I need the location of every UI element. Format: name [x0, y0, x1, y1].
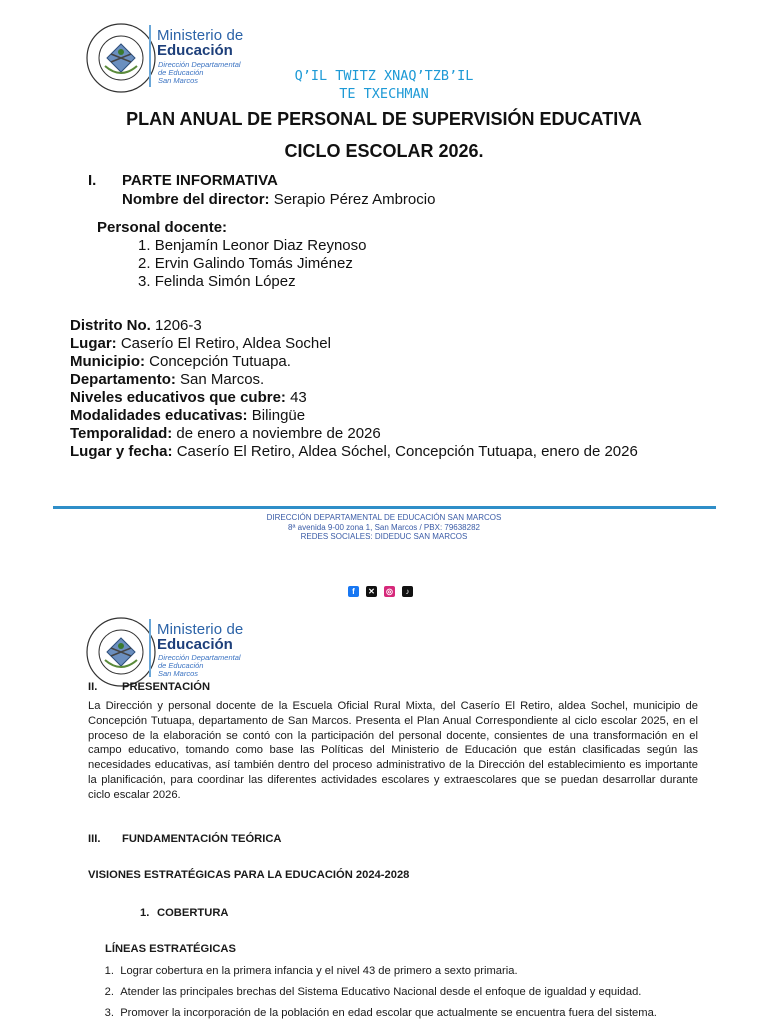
- visions-heading: VISIONES ESTRATÉGICAS PARA LA EDUCACIÓN 2024-2028: [88, 869, 410, 881]
- section1-numeral: I.: [88, 172, 97, 189]
- ministry-logo-page2: [82, 616, 262, 682]
- staff-label: Personal docente:: [97, 219, 228, 236]
- ministry-logo: [82, 22, 262, 92]
- info-timeframe: Temporalidad: de enero a noviembre de 2026: [70, 425, 381, 442]
- ministry-sub2: de Educación: [158, 661, 204, 670]
- presentation-paragraph: La Dirección y personal docente de la Escuela Oficial Rural Mixta, del Caserío El Retiro, aldea Sochel, municipio de Concepción Tutuapa, departamento de San Marcos. Presenta el Plan Anual Correspondiente al ciclo escolar 2025, en el proceso de la elaboración se contó con la participación del personal docente, consientes de una transformación en el campo educativo, tomando como base las Políticas del Ministerio de Educación que están clasificadas según las necesidades educativas, así también dentro del proceso administrativo de la Dirección del establecimiento es importante la planificación, para coordinar las diferentes actividades escolares y extraescolares que se puedan desarrollar durante ciclo escalar 2026.: [88, 700, 698, 801]
- footer-line2: 8ª avenida 9-00 zona 1, San Marcos / PBX: 79638282: [288, 523, 480, 532]
- info-municipality: Municipio: Concepción Tutuapa.: [70, 353, 291, 370]
- list-item: 1. Lograr cobertura en la primera infancia y el nivel 43 de primero a sexto primaria.: [104, 965, 518, 977]
- tiktok-icon[interactable]: ♪: [402, 586, 413, 597]
- social-icons: [348, 586, 420, 597]
- info-place-date: Lugar y fecha: Caserío El Retiro, Aldea Sóchel, Concepción Tutuapa, enero de 2026: [70, 443, 638, 460]
- staff-item: 3. Felinda Simón López: [138, 273, 296, 290]
- ministry-line1: Ministerio de: [157, 27, 244, 44]
- strategic-lines-heading: LÍNEAS ESTRATÉGICAS: [105, 943, 236, 955]
- document-title-line1: PLAN ANUAL DE PERSONAL DE SUPERVISIÓN EDUCATIVA: [126, 109, 642, 129]
- ministry-sub2: de Educación: [158, 68, 204, 77]
- logo-divider: [149, 25, 151, 87]
- info-district: Distrito No. 1206-3: [70, 317, 202, 334]
- coverage-number: 1.: [140, 907, 150, 919]
- section2-numeral: II.: [88, 681, 98, 693]
- section2-heading: PRESENTACIÓN: [122, 681, 211, 693]
- facebook-icon[interactable]: f: [348, 586, 359, 597]
- director-value: Serapio Pérez Ambrocio: [269, 191, 436, 208]
- director-line: [122, 191, 435, 209]
- info-modalities: Modalidades educativas: Bilingüe: [70, 407, 306, 424]
- footer-rule-right: [274, 506, 716, 509]
- guatemala-seal-icon: [85, 616, 157, 688]
- strategic-lines-list: [100, 964, 657, 1027]
- ministry-line2: Educación: [157, 42, 233, 59]
- document-title-line2: CICLO ESCOLAR 2026.: [284, 141, 484, 161]
- kiche-heading: [254, 67, 514, 103]
- coverage-heading: COBERTURA: [157, 907, 229, 919]
- kiche-line2: TE TXECHMAN: [339, 86, 429, 102]
- kiche-line1: Q’IL TWITZ XNAQ’TZB’IL: [294, 68, 474, 84]
- section1-heading: PARTE INFORMATIVA: [122, 172, 278, 189]
- section3-heading: FUNDAMENTACIÓN TEÓRICA: [122, 833, 282, 845]
- instagram-icon[interactable]: ◎: [384, 586, 395, 597]
- ministry-sub1: Dirección Departamental: [158, 653, 241, 662]
- ministry-line1: Ministerio de: [157, 621, 244, 638]
- info-block: [70, 317, 638, 461]
- staff-item: 1. Benjamín Leonor Diaz Reynoso: [138, 237, 367, 254]
- footer-line1: DIRECCIÓN DEPARTAMENTAL DE EDUCACIÓN SAN MARCOS: [266, 513, 502, 522]
- section3-numeral: III.: [88, 833, 101, 845]
- staff-list: [138, 237, 366, 291]
- footer-rule-left: [53, 506, 274, 509]
- ministry-sub1: Dirección Departamental: [158, 60, 241, 69]
- logo-divider: [149, 619, 151, 677]
- ministry-sub3: San Marcos: [158, 76, 199, 85]
- footer-line3: REDES SOCIALES: DIDEDUC SAN MARCOS: [300, 532, 468, 541]
- staff-item: 2. Ervin Galindo Tomás Jiménez: [138, 255, 353, 272]
- info-place: Lugar: Caserío El Retiro, Aldea Sochel: [70, 335, 331, 352]
- ministry-line2: Educación: [157, 636, 233, 653]
- info-department: Departamento: San Marcos.: [70, 371, 265, 388]
- list-item: 2. Atender las principales brechas del Sistema Educativo Nacional desde el enfoque de igualdad y equidad.: [104, 986, 642, 998]
- x-icon[interactable]: ✕: [366, 586, 377, 597]
- list-item: 3. Promover la incorporación de la población en edad escolar que actualmente se encuentra fuera del sistema.: [104, 1007, 657, 1019]
- director-label: Nombre del director:: [122, 191, 270, 208]
- info-levels: Niveles educativos que cubre: 43: [70, 389, 307, 406]
- ministry-sub3: San Marcos: [158, 669, 199, 678]
